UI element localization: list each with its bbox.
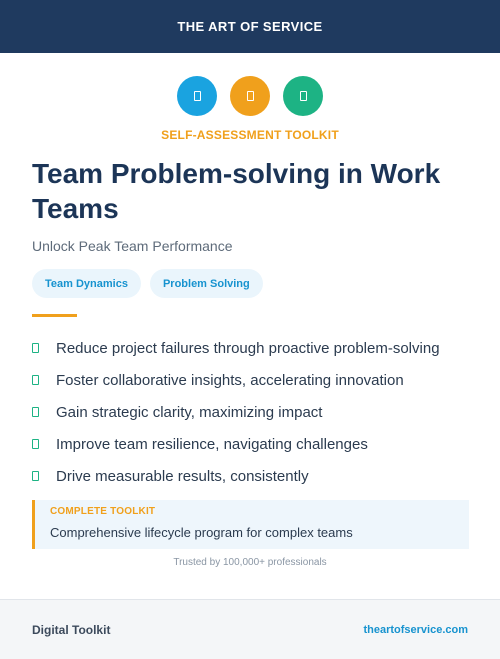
document-icon	[177, 76, 217, 116]
list-item-text: Foster collaborative insights, accelerating innovation	[56, 371, 404, 389]
list-item	[32, 332, 472, 364]
website-link[interactable]: theartofservice.com	[363, 623, 468, 636]
checkbox-icon	[32, 343, 39, 353]
list-item	[32, 396, 472, 428]
callout-label: COMPLETE TOOLKIT	[50, 506, 156, 517]
tag-list	[32, 269, 263, 298]
page-subtitle: Unlock Peak Team Performance	[32, 238, 233, 254]
list-item-text: Drive measurable results, consistently	[56, 467, 309, 485]
list-item	[32, 364, 472, 396]
trust-note: Trusted by 100,000+ professionals	[173, 557, 327, 568]
document-icon	[230, 76, 270, 116]
accent-divider	[32, 314, 77, 317]
checkbox-icon	[32, 439, 39, 449]
footer-bar	[0, 599, 500, 659]
tag-problem-solving[interactable]: Problem Solving	[150, 269, 263, 298]
list-item-text: Reduce project failures through proactive problem-solving	[56, 339, 440, 357]
callout-text: Comprehensive lifecycle program for complex teams	[50, 525, 353, 540]
header-bar	[0, 0, 500, 53]
icon-row	[0, 76, 500, 116]
brand-name: THE ART OF SERVICE	[177, 19, 323, 34]
list-item-text: Improve team resilience, navigating challenges	[56, 435, 368, 453]
benefit-list	[32, 332, 472, 492]
checkbox-icon	[32, 407, 39, 417]
document-icon	[283, 76, 323, 116]
checkbox-icon	[32, 375, 39, 385]
toolkit-callout	[32, 500, 469, 549]
checkbox-icon	[32, 471, 39, 481]
list-item-text: Gain strategic clarity, maximizing impact	[56, 403, 323, 421]
eyebrow-label: SELF-ASSESSMENT TOOLKIT	[161, 128, 339, 142]
list-item	[32, 460, 472, 492]
list-item	[32, 428, 472, 460]
tag-team-dynamics[interactable]: Team Dynamics	[32, 269, 141, 298]
footer-product-type: Digital Toolkit	[32, 622, 111, 637]
page-title: Team Problem-solving in Work Teams	[32, 158, 441, 224]
